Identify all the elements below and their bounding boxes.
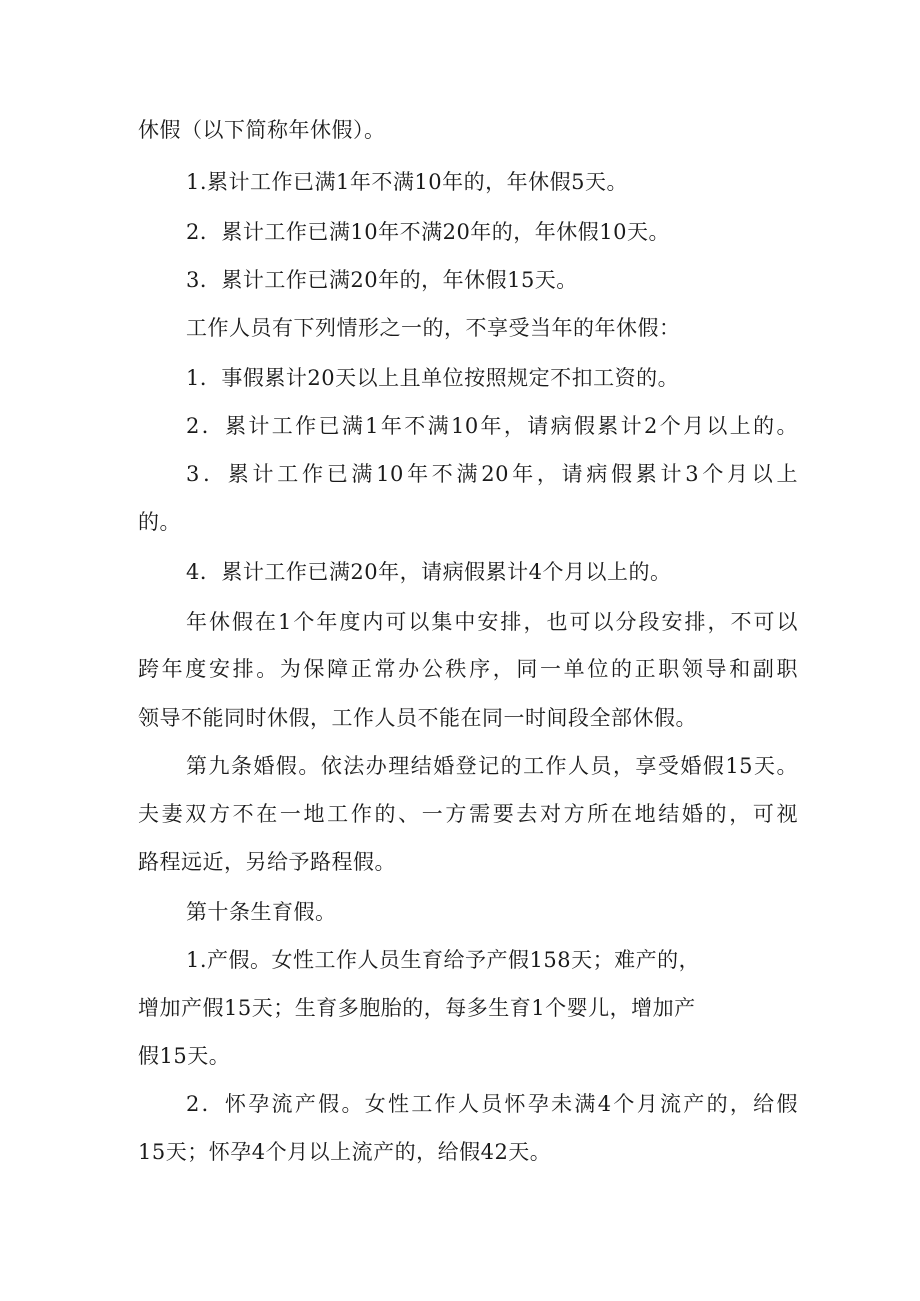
paragraph-scheduling-1: 年休假在1个年度内可以集中安排，也可以分段安排，不可以 [186, 610, 798, 634]
list-item-exclusion-sick-10-20-cont: 的。 [138, 510, 181, 534]
list-item-maternity-1: 1.产假。女性工作人员生育给予产假158天；难产的， [186, 948, 701, 972]
paragraph-article-9-marriage-1: 第九条婚假。依法办理结婚登记的工作人员，享受婚假15天。 [186, 754, 798, 778]
list-item-exclusion-sick-10-20: 3．累计工作已满10年不满20年，请病假累计3个月以上 [186, 462, 798, 486]
list-item-maternity-2: 增加产假15天；生育多胞胎的，每多生育1个婴儿，增加产 [138, 996, 696, 1020]
list-item-exclusion-personal-leave: 1．事假累计20天以上且单位按照规定不扣工资的。 [186, 366, 680, 390]
paragraph-scheduling-3: 领导不能同时休假，工作人员不能在同一时间段全部休假。 [138, 706, 697, 730]
list-item-leave-10-20-years: 2．累计工作已满10年不满20年的，年休假10天。 [186, 220, 671, 244]
heading-article-10-maternity: 第十条生育假。 [186, 900, 337, 924]
list-item-maternity-3: 假15天。 [138, 1044, 231, 1068]
paragraph-exclusions-intro: 工作人员有下列情形之一的，不享受当年的年休假： [186, 316, 681, 340]
list-item-exclusion-sick-20: 4．累计工作已满20年，请病假累计4个月以上的。 [186, 560, 672, 584]
list-item-exclusion-sick-1-10: 2．累计工作已满1年不满10年，请病假累计2个月以上的。 [186, 414, 798, 438]
paragraph-annual-leave-definition: 休假（以下简称年休假）。 [138, 118, 386, 142]
list-item-leave-20-years: 3．累计工作已满20年的，年休假15天。 [186, 268, 578, 292]
list-item-miscarriage-1: 2．怀孕流产假。女性工作人员怀孕未满4个月流产的，给假 [186, 1092, 798, 1116]
paragraph-article-9-marriage-3: 路程远近，另给予路程假。 [138, 850, 396, 874]
paragraph-article-9-marriage-2: 夫妻双方不在一地工作的、一方需要去对方所在地结婚的，可视 [138, 802, 798, 826]
list-item-leave-1-10-years: 1.累计工作已满1年不满10年的，年休假5天。 [186, 170, 628, 194]
list-item-miscarriage-2: 15天；怀孕4个月以上流产的，给假42天。 [138, 1140, 552, 1164]
paragraph-scheduling-2: 跨年度安排。为保障正常办公秩序，同一单位的正职领导和副职 [138, 657, 798, 681]
